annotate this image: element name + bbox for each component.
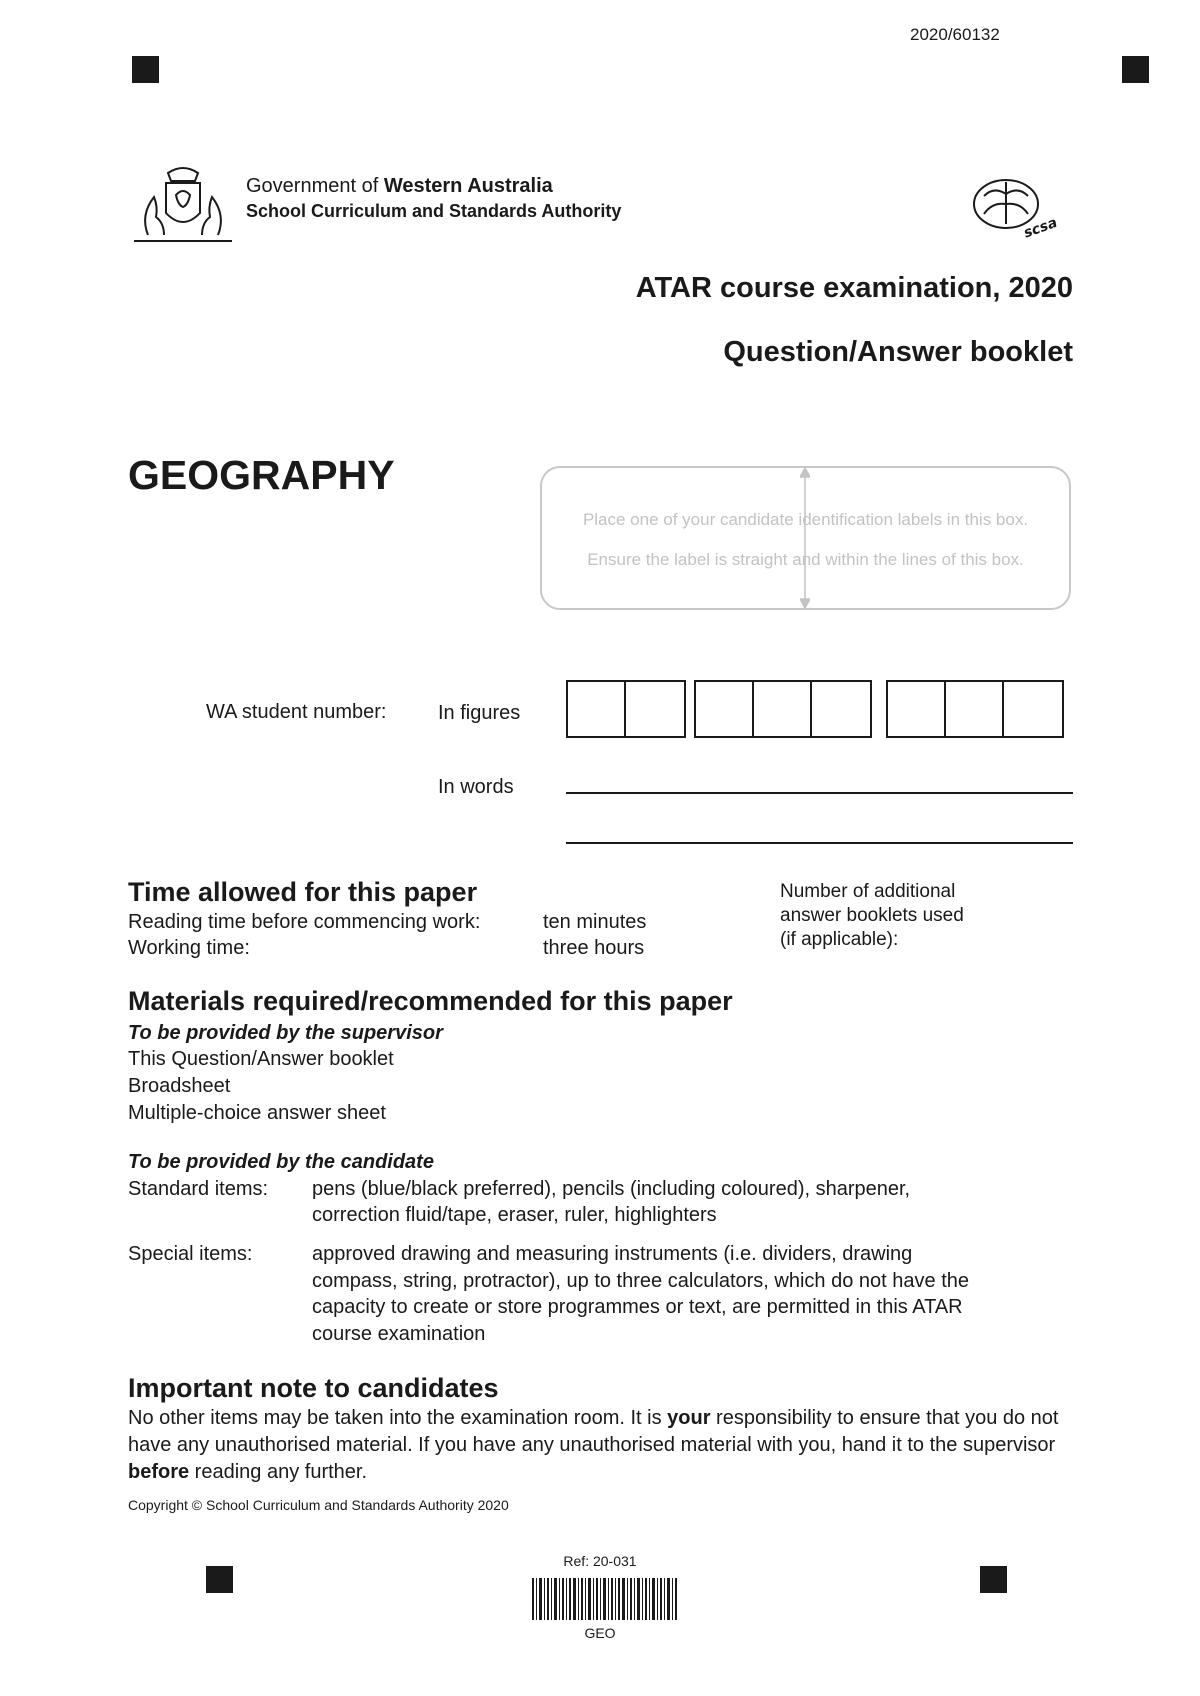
candidate-label-box[interactable]: [540, 466, 1071, 610]
in-words-label: In words: [438, 776, 514, 798]
registration-mark-top-left: [132, 56, 159, 83]
reference-number: Ref: 20-031: [563, 1553, 637, 1569]
label-alignment-arrow-icon: [800, 468, 810, 608]
student-number-group-2: [694, 680, 872, 738]
authority-name: School Curriculum and Standards Authority: [246, 201, 622, 221]
label-instruction-1: Place one of your candidate identification labels in this box.: [582, 510, 1029, 529]
supervisor-item: Multiple-choice answer sheet: [128, 1102, 386, 1124]
barcode-icon: [532, 1578, 677, 1620]
reading-time-value: ten minutes: [543, 911, 647, 933]
student-number-words-line-1[interactable]: [566, 792, 1073, 794]
reading-time-label: Reading time before commencing work:: [128, 911, 481, 933]
special-items-label: Special items:: [128, 1243, 253, 1265]
special-items-text-1: approved drawing and measuring instruments (i.e. dividers, drawing: [312, 1243, 913, 1265]
booklet-type: Question/Answer booklet: [723, 336, 1073, 368]
document-code: 2020/60132: [910, 25, 1000, 44]
wa-crest-icon: [128, 165, 238, 245]
exam-title: ATAR course examination, 2020: [635, 272, 1073, 304]
student-number-digit-box[interactable]: [696, 682, 754, 736]
working-time-value: three hours: [543, 937, 645, 959]
student-number-digit-box[interactable]: [888, 682, 946, 736]
student-number-digit-box[interactable]: [946, 682, 1004, 736]
supervisor-heading: To be provided by the supervisor: [128, 1022, 443, 1044]
special-items-text-3: capacity to create or store programmes or text, are permitted in this ATAR: [312, 1296, 963, 1318]
student-number-words-line-2[interactable]: [566, 842, 1073, 844]
working-time-label: Working time:: [128, 937, 250, 959]
additional-booklets-label: Number of additional answer booklets used (if applicable):: [780, 881, 964, 950]
student-number-digit-box[interactable]: [754, 682, 812, 736]
subject-title: GEOGRAPHY: [128, 452, 395, 498]
scsa-logo-icon: [970, 172, 1062, 244]
time-heading: Time allowed for this paper: [128, 877, 478, 907]
copyright: Copyright © School Curriculum and Standards Authority 2020: [128, 1497, 509, 1513]
supervisor-item: This Question/Answer booklet: [128, 1048, 394, 1070]
student-number-digit-box[interactable]: [568, 682, 626, 736]
scsa-logo-text: scsa: [1021, 214, 1060, 242]
registration-mark-bottom-left: [206, 1566, 233, 1593]
special-items-text-2: compass, string, protractor), up to three calculators, which do not have the: [312, 1270, 969, 1292]
important-note-heading: Important note to candidates: [128, 1373, 499, 1403]
candidate-heading: To be provided by the candidate: [128, 1151, 434, 1173]
important-note-text: No other items may be taken into the examination room. It is your responsibility to ensure that you do not have any unauthorised material. If you have any unauthorised material with you, hand it to the supervisor before reading any further.: [128, 1407, 1059, 1483]
in-figures-label: In figures: [438, 702, 521, 724]
registration-mark-top-right: [1122, 56, 1149, 83]
barcode-label: GEO: [584, 1625, 616, 1641]
standard-items-label: Standard items:: [128, 1178, 269, 1200]
student-number-digit-box[interactable]: [1004, 682, 1062, 736]
student-number-digit-box[interactable]: [626, 682, 684, 736]
student-number-digit-box[interactable]: [812, 682, 870, 736]
government-name: Government of Western Australia: [246, 175, 553, 197]
student-number-group-3: [886, 680, 1064, 738]
label-instruction-2: Ensure the label is straight and within the lines of this box.: [587, 550, 1024, 569]
supervisor-item: Broadsheet: [128, 1075, 231, 1097]
standard-items-text-2: correction fluid/tape, eraser, ruler, highlighters: [312, 1204, 717, 1226]
registration-mark-bottom-right: [980, 1566, 1007, 1593]
standard-items-text-1: pens (blue/black preferred), pencils (including coloured), sharpener,: [312, 1178, 911, 1200]
student-number-group-1: [566, 680, 686, 738]
materials-heading: Materials required/recommended for this paper: [128, 986, 733, 1016]
special-items-text-4: course examination: [312, 1323, 486, 1345]
student-number-label: WA student number:: [206, 701, 387, 723]
